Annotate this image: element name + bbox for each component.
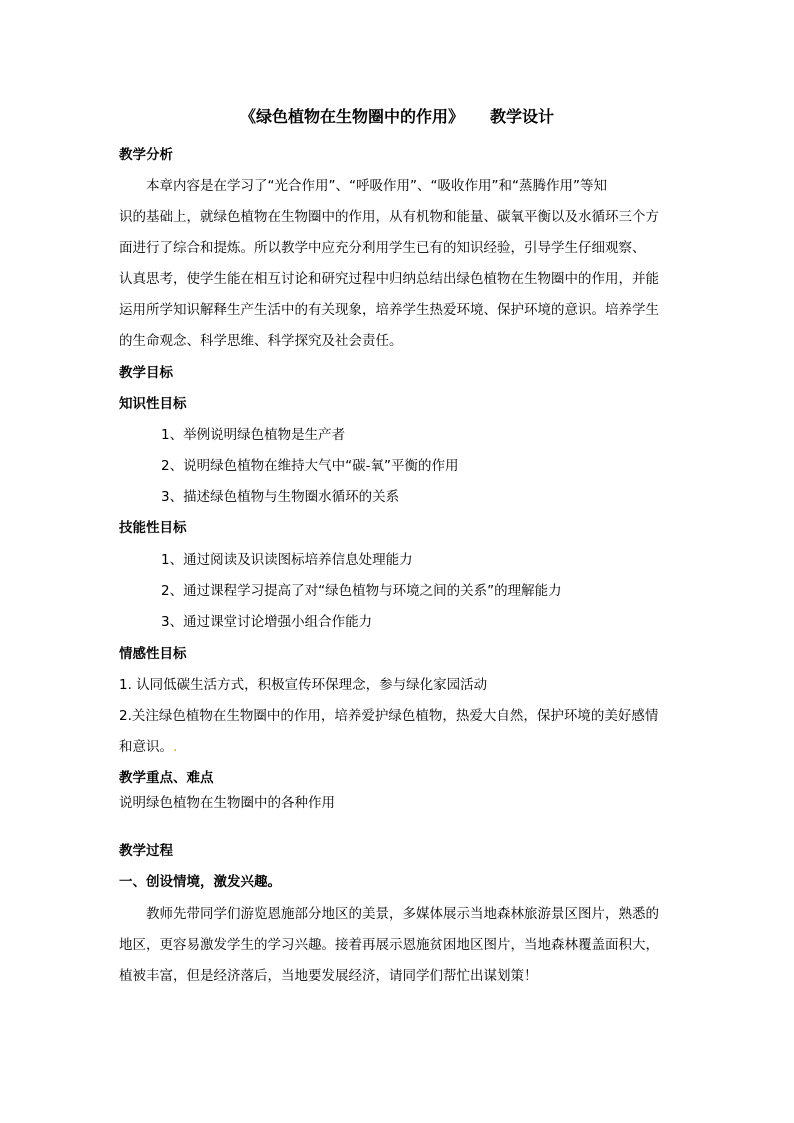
step1-line: 地区，更容易激发学生的学习兴趣。接着再展示恩施贫困地区图片，当地森林覆盖面积大，: [119, 937, 659, 953]
skill-item: 2、通过课程学习提高了对“绿色植物与环境之间的关系”的理解能力: [161, 583, 562, 599]
analysis-line: 的生命观念、科学思维、科学探究及社会责任。: [119, 333, 403, 349]
title-sub: 教学设计: [490, 107, 555, 126]
process-heading: 教学过程: [119, 843, 173, 859]
skill-item: 1、通过阅读及识读图标培养信息处理能力: [161, 552, 413, 568]
goals-heading: 教学目标: [119, 365, 173, 381]
analysis-line: 认真思考，使学生能在相互讨论和研究过程中归纳总结出绿色植物在生物圈中的作用，并能: [119, 271, 659, 287]
analysis-line: 识的基础上，就绿色植物在生物圈中的作用，从有机物和能量、碳氧平衡以及水循环三个方: [119, 209, 659, 225]
document-title: [0, 108, 794, 126]
key-text: 说明绿色植物在生物圈中的各种作用: [119, 795, 335, 811]
knowledge-item: 3、描述绿色植物与生物圈水循环的关系: [161, 489, 400, 505]
emotion-line-last: [119, 738, 177, 756]
analysis-line: 本章内容是在学习了“光合作用”、“呼吸作用”、“吸收作用”和“蒸腾作用”等知: [146, 178, 607, 194]
trailing-mark: .: [173, 739, 178, 755]
emotion-line-text: 和意识。: [119, 739, 173, 755]
knowledge-item: 1、举例说明绿色植物是生产者: [161, 427, 346, 443]
step1-heading: 一、创设情境，激发兴趣。: [119, 874, 281, 890]
skill-item: 3、通过课堂讨论增强小组合作能力: [161, 614, 373, 630]
step1-line: 教师先带同学们游览恩施部分地区的美景，多媒体展示当地森林旅游景区图片，熟悉的: [146, 906, 659, 922]
emotion-line: 1. 认同低碳生活方式，积极宣传环保理念，参与绿化家园活动: [119, 677, 488, 693]
title-main: 《绿色植物在生物圈中的作用》: [239, 107, 464, 126]
analysis-line: 面进行了综合和提炼。所以教学中应充分利用学生已有的知识经验，引导学生仔细观察、: [119, 240, 646, 256]
skill-heading: 技能性目标: [119, 520, 187, 536]
emotion-heading: 情感性目标: [119, 646, 187, 662]
step1-line: 植被丰富，但是经济落后，当地要发展经济，请同学们帮忙出谋划策！: [119, 968, 538, 984]
analysis-heading: 教学分析: [119, 147, 173, 163]
knowledge-heading: 知识性目标: [119, 396, 187, 412]
emotion-line: 2.关注绿色植物在生物圈中的作用，培养爱护绿色植物，热爱大自然，保护环境的美好感情: [119, 708, 659, 724]
analysis-line: 运用所学知识解释生产生活中的有关现象，培养学生热爱环境、保护环境的意识。培养学生: [119, 302, 659, 318]
knowledge-item: 2、说明绿色植物在维持大气中“碳-氧”平衡的作用: [161, 458, 459, 474]
key-heading: 教学重点、难点: [119, 770, 214, 786]
